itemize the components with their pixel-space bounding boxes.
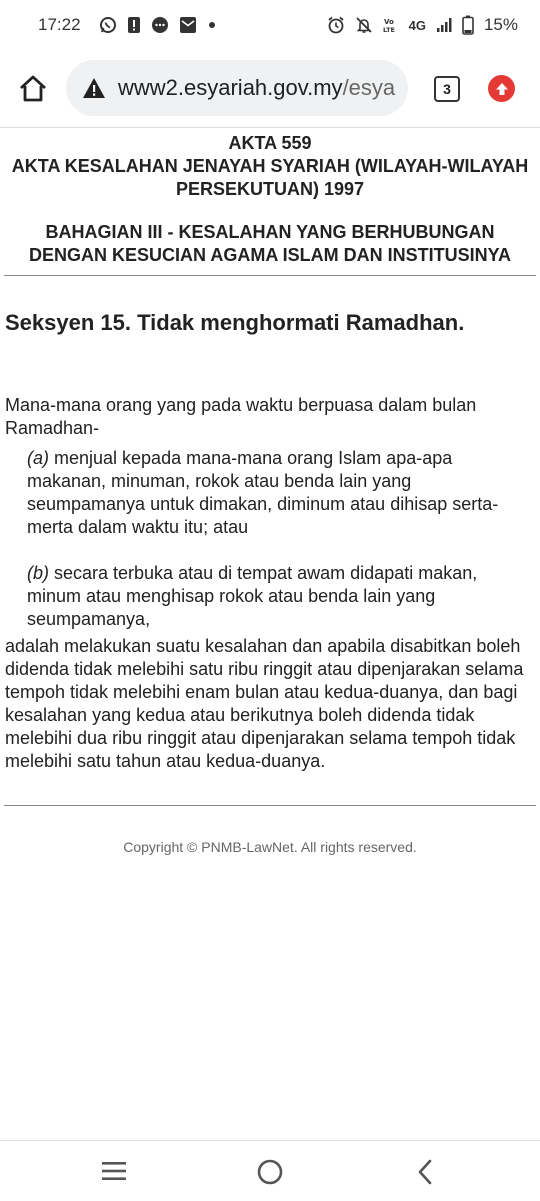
- act-number: AKTA 559: [228, 133, 312, 153]
- home-nav-icon: [256, 1158, 284, 1186]
- signal-icon: [436, 17, 452, 33]
- home-icon: [17, 73, 49, 105]
- copyright-text: Copyright © PNMB-LawNet. All rights reserved.: [123, 839, 417, 855]
- back-button[interactable]: [414, 1158, 436, 1191]
- url-path: /esya: [342, 75, 396, 100]
- volte-icon: [383, 16, 399, 34]
- update-button[interactable]: [488, 75, 515, 102]
- arrow-up-icon: [494, 81, 510, 97]
- whatsapp-icon: [99, 16, 117, 34]
- page-content: [0, 128, 540, 855]
- browser-toolbar: [0, 50, 540, 128]
- home-nav-button[interactable]: [256, 1158, 284, 1191]
- warning-icon[interactable]: [82, 77, 106, 99]
- tab-switcher-button[interactable]: 3: [434, 76, 460, 102]
- url-host: www2.esyariah.gov.my: [118, 75, 343, 100]
- section-title: Seksyen 15. Tidak menghormati Ramadhan.: [5, 310, 465, 335]
- status-left: [38, 15, 217, 35]
- system-nav-bar: [0, 1140, 540, 1201]
- mail-icon: [179, 16, 197, 34]
- item-label: (b): [27, 563, 49, 583]
- item-text: menjual kepada mana-mana orang Islam apa-apa makanan, minuman, rokok atau benda lain yang seumpamanya untuk dimakan, diminum atau dihisap serta-merta dalam waktu itu; atau: [27, 448, 499, 537]
- home-button[interactable]: [17, 73, 49, 105]
- more-dot-icon: [207, 16, 217, 34]
- url-text[interactable]: [118, 75, 395, 101]
- divider: [4, 275, 536, 276]
- recents-icon: [100, 1159, 128, 1183]
- status-bar: [0, 0, 540, 50]
- url-bar[interactable]: [66, 60, 408, 116]
- part-title: BAHAGIAN III - KESALAHAN YANG BERHUBUNGAN DENGAN KESUCIAN AGAMA ISLAM DAN INSTITUSINYA: [28, 222, 512, 265]
- network-type: 4G: [408, 17, 426, 33]
- svg-text:Vo: Vo: [383, 18, 394, 26]
- mute-icon: [355, 16, 373, 34]
- act-header: [0, 132, 540, 201]
- battery-percent: 15%: [483, 15, 518, 34]
- alarm-icon: [327, 16, 345, 34]
- intro-paragraph: Mana-mana orang yang pada waktu berpuasa dalam bulan Ramadhan-: [5, 395, 477, 438]
- battery-icon: [462, 15, 474, 35]
- item-text: secara terbuka atau di tempat awam didapati makan, minum atau menghisap rokok atau benda lain yang seumpamanya,: [27, 563, 478, 629]
- svg-text:LTE: LTE: [382, 26, 395, 34]
- alert-icon: [127, 16, 141, 34]
- list-item-b: [27, 562, 540, 631]
- back-icon: [414, 1158, 436, 1186]
- messages-icon: [151, 16, 169, 34]
- divider: [4, 805, 536, 806]
- act-title: AKTA KESALAHAN JENAYAH SYARIAH (WILAYAH-WILAYAH PERSEKUTUAN) 1997: [11, 156, 529, 199]
- penalty-paragraph: adalah melakukan suatu kesalahan dan apabila disabitkan boleh didenda tidak melebihi satu ribu ringgit atau dipenjarakan selama tempoh tidak melebihi enam bulan atau kedua-duanya, dan bagi kesalahan yang kedua atau berikutnya boleh didenda tidak melebihi dua ribu ringgit atau dipenjarakan selama tempoh tidak melebihi satu tahun atau kedua-duanya.: [5, 636, 524, 771]
- item-label: (a): [27, 448, 49, 468]
- list-item-a: [27, 447, 540, 539]
- status-time: 17:22: [38, 15, 81, 34]
- status-right: [327, 15, 518, 35]
- recents-button[interactable]: [100, 1159, 128, 1188]
